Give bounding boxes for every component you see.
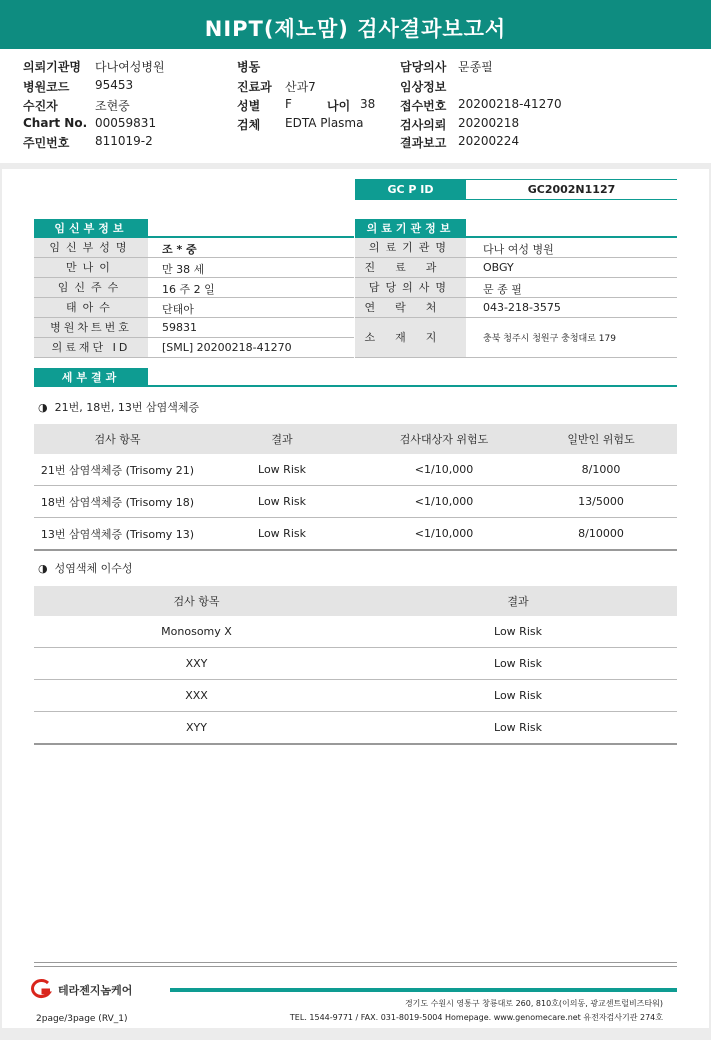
pregnant-info-table <box>34 238 354 358</box>
value-hospital-code: 95453 <box>95 78 134 92</box>
institution-info-tag: 의료기관정보 <box>355 219 466 238</box>
address-value: 충북 청주시 청원구 충청대로 179 <box>483 334 616 344</box>
patient-info <box>0 0 711 160</box>
result: Low Risk <box>359 680 677 712</box>
address-label: 소재지 <box>355 318 466 357</box>
label-chart-no: Chart No. <box>23 116 88 130</box>
gestation-label: 임신주수 <box>34 278 148 297</box>
value-resident-no: 811019-2 <box>95 134 153 148</box>
detail-result-tag: 세부결과 <box>34 368 148 387</box>
label-specimen: 검체 <box>237 118 261 132</box>
gcpid-label: GC P ID <box>355 179 466 200</box>
row-divider <box>34 357 354 358</box>
label-ward: 병동 <box>237 60 261 74</box>
company-logo-icon <box>30 979 56 999</box>
gcpid-value: GC2002N1127 <box>466 179 677 200</box>
table-row <box>34 680 677 712</box>
label-clinical-info: 임상정보 <box>400 80 447 94</box>
report-title: NIPT(제노맘) 검사결과보고서 <box>0 0 711 49</box>
table-row <box>34 518 677 551</box>
value-specimen: EDTA Plasma <box>285 116 364 130</box>
value-request-date: 20200218 <box>458 116 520 130</box>
department-value: OBGY <box>483 261 514 274</box>
value-report-date: 20200224 <box>458 134 520 148</box>
contact-value: 043-218-3575 <box>483 301 561 314</box>
col-header-result: 결과 <box>201 424 363 454</box>
test-name: XXY <box>34 648 359 680</box>
result: Low Risk <box>359 648 677 680</box>
footer-divider <box>34 962 677 967</box>
age-value: 만 38 세 <box>162 263 205 276</box>
label-patient: 수진자 <box>23 99 58 113</box>
trisomy-section-title-text: 21번, 18번, 13번 삼염색체증 <box>54 401 200 414</box>
general-risk: 8/1000 <box>525 454 677 486</box>
label-age: 나이 <box>327 99 351 113</box>
label-doctor: 담당의사 <box>400 60 447 74</box>
test-name: XXX <box>34 680 359 712</box>
footer-contact: TEL. 1544-9771 / FAX. 031-8019-5004 Homepage. www.genomecare.net 유전자검사기관 274호 <box>289 1013 663 1022</box>
value-sex: F <box>285 97 292 111</box>
label-request-date: 검사의뢰 <box>400 118 447 132</box>
trisomy-table <box>34 424 677 551</box>
value-age: 38 <box>360 97 376 111</box>
label-report-date: 결과보고 <box>400 136 447 150</box>
col-header-test: 검사 항목 <box>34 586 359 616</box>
half-circle-icon: ◑ <box>38 401 48 414</box>
detail-result-underline <box>148 385 677 387</box>
value-receipt-no: 20200218-41270 <box>458 97 562 111</box>
test-name: XYY <box>34 712 359 745</box>
department-label: 진료과 <box>355 258 466 277</box>
table-row <box>34 486 677 518</box>
result: Low Risk <box>201 454 363 486</box>
institution-info-table <box>355 238 677 358</box>
table-row <box>34 616 677 648</box>
test-name: 13번 삼염색체증 (Trisomy 13) <box>34 518 201 551</box>
pregnant-name-label: 임신부성명 <box>34 238 148 257</box>
fetus-count-value: 단태아 <box>162 303 194 316</box>
table-row <box>34 712 677 745</box>
test-name: Monosomy X <box>34 616 359 648</box>
label-receipt-no: 접수번호 <box>400 99 447 113</box>
report-page <box>2 169 709 1028</box>
result: Low Risk <box>201 486 363 518</box>
row-divider <box>355 357 677 358</box>
label-resident-no: 주민번호 <box>23 136 70 150</box>
fetus-count-label: 태아수 <box>34 298 148 317</box>
company-name: 테라젠지놈케어 <box>58 984 133 997</box>
col-header-test: 검사 항목 <box>34 424 201 454</box>
result: Low Risk <box>359 712 677 745</box>
label-hospital-code: 병원코드 <box>23 80 70 94</box>
doctor-name-value: 문 종 필 <box>483 283 522 296</box>
doctor-name-label: 담당의사명 <box>355 278 466 297</box>
foundation-id-label: 의료재단 ID <box>34 338 148 357</box>
sex-chromosome-section-title <box>38 560 133 576</box>
sex-chromosome-section-title-text: 성염색체 이수성 <box>54 562 133 575</box>
institution-name-label: 의료기관명 <box>355 238 466 257</box>
chart-no-label: 병원차트번호 <box>34 318 148 337</box>
result: Low Risk <box>201 518 363 551</box>
general-risk: 8/10000 <box>525 518 677 551</box>
footer-accent-bar <box>170 988 677 992</box>
foundation-id-value: [SML] 20200218-41270 <box>162 341 292 354</box>
subject-risk: <1/10,000 <box>363 486 525 518</box>
trisomy-section-title <box>38 399 199 415</box>
institution-name-value: 다나 여성 병원 <box>483 243 554 256</box>
col-header-subject-risk: 검사대상자 위험도 <box>363 424 525 454</box>
half-circle-icon: ◑ <box>38 562 48 575</box>
test-name: 21번 삼염색체증 (Trisomy 21) <box>34 454 201 486</box>
col-header-general-risk: 일반인 위험도 <box>525 424 677 454</box>
value-chart-no: 00059831 <box>95 116 157 130</box>
gestation-value: 16 주 2 일 <box>162 283 215 296</box>
result: Low Risk <box>359 616 677 648</box>
value-department: 산과7 <box>285 80 316 94</box>
chart-no-value: 59831 <box>162 321 197 334</box>
contact-label: 연락처 <box>355 298 466 317</box>
table-row <box>34 454 677 486</box>
subject-risk: <1/10,000 <box>363 518 525 551</box>
label-department: 진료과 <box>237 80 272 94</box>
subject-risk: <1/10,000 <box>363 454 525 486</box>
col-header-result: 결과 <box>359 586 677 616</box>
label-hospital: 의뢰기관명 <box>23 60 81 74</box>
footer-address: 경기도 수원시 영통구 창룡대로 260, 810호(이의동, 광교센트럴비즈타워) <box>404 999 663 1008</box>
pregnant-name-value: 조 * 중 <box>162 243 197 256</box>
table-row <box>34 648 677 680</box>
age-label: 만나이 <box>34 258 148 277</box>
sex-chromosome-table <box>34 586 677 745</box>
label-sex: 성별 <box>237 99 261 113</box>
value-hospital: 다나여성병원 <box>95 60 165 74</box>
value-doctor: 문종필 <box>458 60 493 74</box>
pregnant-info-tag: 임신부정보 <box>34 219 148 238</box>
value-patient: 조현중 <box>95 99 130 113</box>
test-name: 18번 삼염색체증 (Trisomy 18) <box>34 486 201 518</box>
page-number: 2page/3page (RV_1) <box>36 1014 128 1024</box>
general-risk: 13/5000 <box>525 486 677 518</box>
